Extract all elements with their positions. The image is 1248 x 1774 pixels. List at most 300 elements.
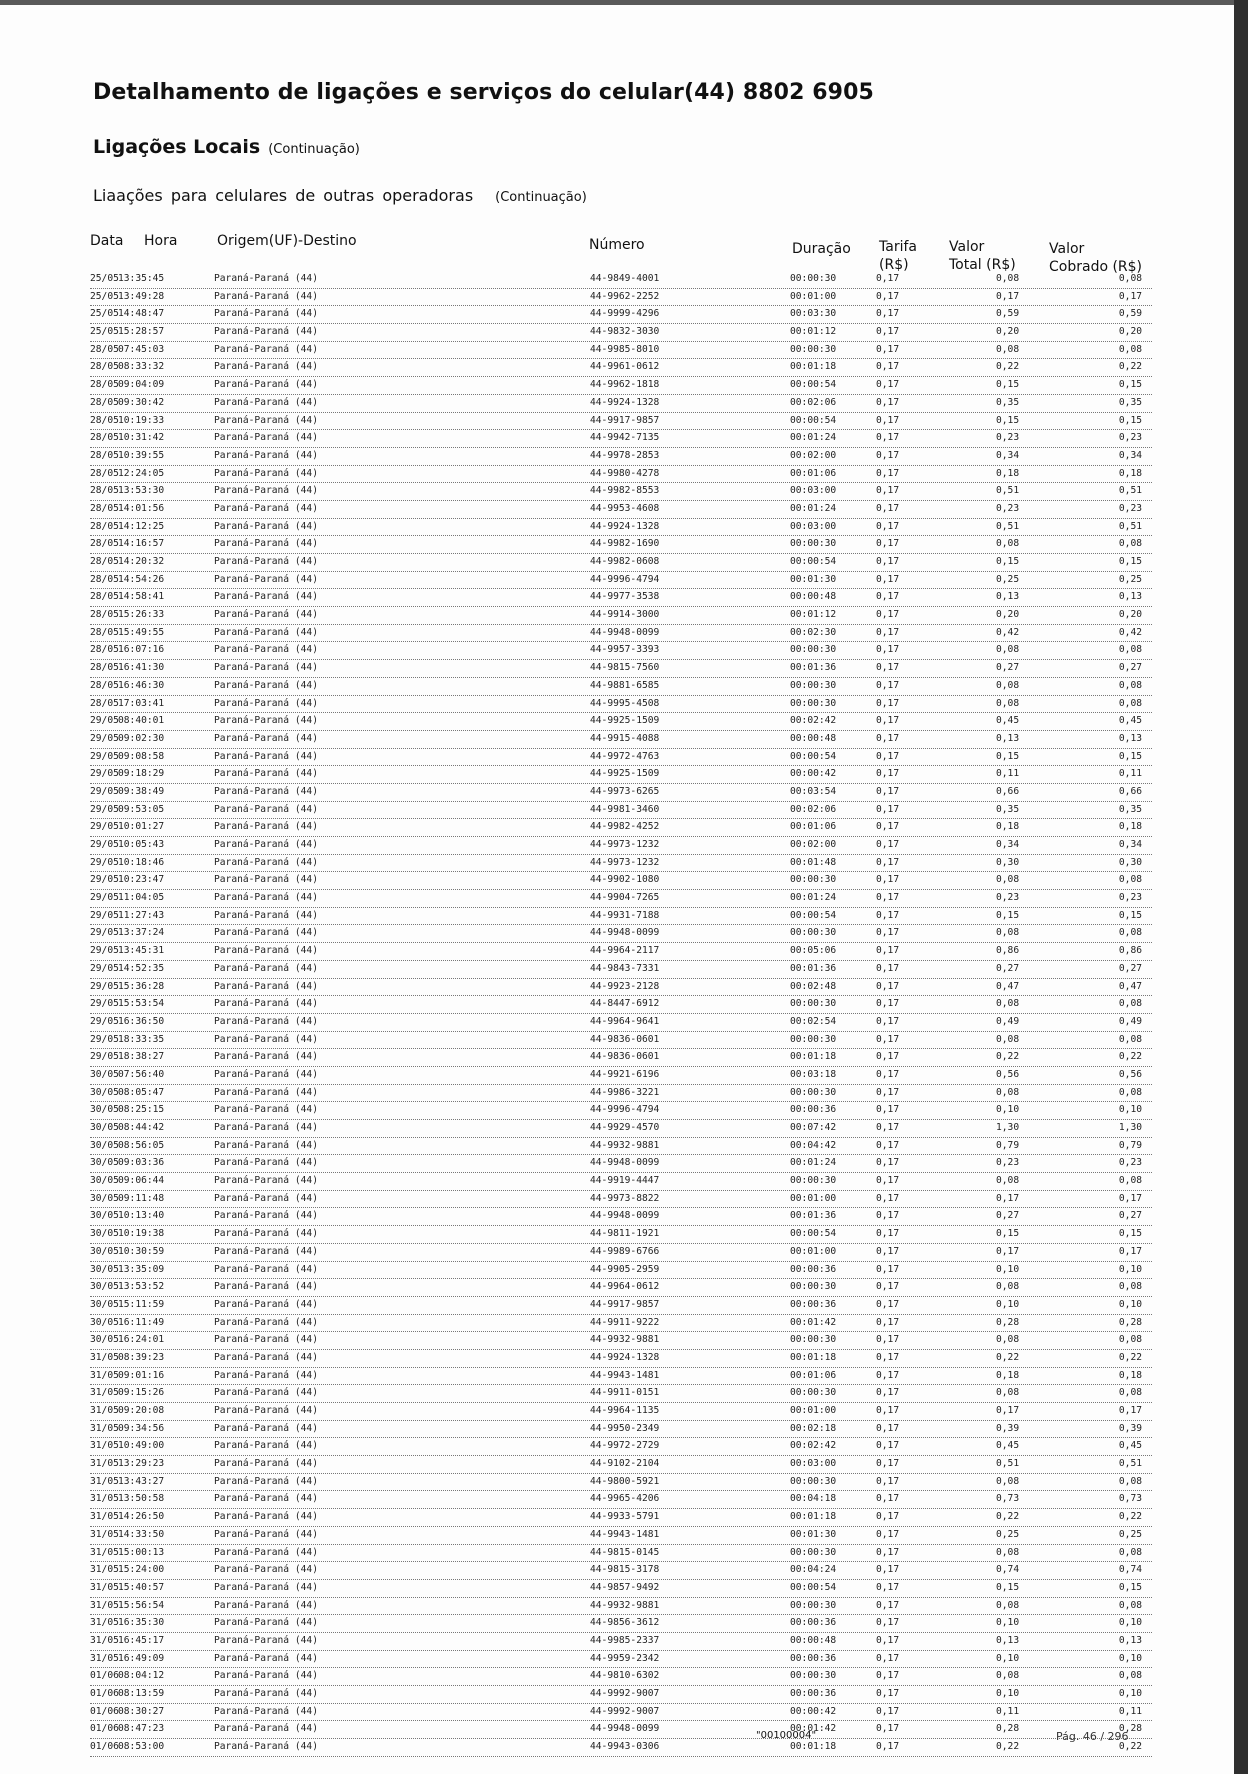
table-row [90, 1173, 1152, 1191]
cell-number: 44-9977-3538 [590, 591, 660, 603]
scan-right-edge [1234, 0, 1248, 1774]
cell-charged-value: 0,79 [1118, 1139, 1142, 1151]
cell-charged-value: 0,20 [1118, 609, 1142, 621]
cell-origin-destination: Paraná-Paraná (44) [214, 467, 318, 479]
cell-charged-value: 0,45 [1118, 1440, 1142, 1452]
cell-charged-value: 0,23 [1118, 892, 1142, 904]
cell-tariff: 0,17 [876, 1157, 900, 1169]
cell-hour: 10:19:33 [118, 414, 165, 426]
cell-number: 44-9923-2128 [590, 980, 660, 992]
cell-date: 29/05 [90, 998, 119, 1010]
cell-tariff: 0,17 [876, 361, 900, 373]
cell-duration: 00:02:00 [790, 449, 837, 461]
cell-origin-destination: Paraná-Paraná (44) [214, 396, 318, 408]
cell-number: 44-9999-4296 [590, 308, 660, 320]
cell-tariff: 0,17 [876, 573, 900, 585]
cell-number: 44-9972-2729 [590, 1440, 660, 1452]
table-row [90, 1208, 1152, 1226]
cell-tariff: 0,17 [876, 1281, 900, 1293]
cell-date: 28/05 [90, 485, 119, 497]
cell-tariff: 0,17 [876, 379, 900, 391]
cell-duration: 00:00:36 [790, 1617, 837, 1629]
cell-date: 29/05 [90, 821, 119, 833]
cell-charged-value: 0,27 [1118, 662, 1142, 674]
cell-origin-destination: Paraná-Paraná (44) [214, 962, 318, 974]
cell-origin-destination: Paraná-Paraná (44) [214, 909, 318, 921]
cell-duration: 00:00:30 [790, 1033, 837, 1045]
cell-number: 44-9980-4278 [590, 467, 660, 479]
cell-origin-destination: Paraná-Paraná (44) [214, 485, 318, 497]
cell-number: 44-9972-4763 [590, 750, 660, 762]
cell-hour: 08:13:59 [118, 1688, 165, 1699]
cell-hour: 09:04:09 [118, 379, 165, 391]
cell-duration: 00:03:00 [790, 485, 837, 497]
cell-origin-destination: Paraná-Paraná (44) [214, 1634, 318, 1646]
cell-tariff: 0,17 [876, 1210, 900, 1222]
cell-hour: 16:11:49 [118, 1316, 165, 1328]
cell-duration: 00:01:18 [790, 1351, 837, 1363]
table-row [90, 802, 1152, 820]
cell-date: 29/05 [90, 839, 119, 850]
cell-duration: 00:00:36 [790, 1263, 837, 1275]
table-row [90, 837, 1152, 855]
cell-origin-destination: Paraná-Paraná (44) [214, 1281, 318, 1293]
cell-charged-value: 0,51 [1118, 485, 1142, 497]
cell-date: 31/05 [90, 1405, 119, 1416]
cell-duration: 00:04:24 [790, 1564, 837, 1576]
table-row [90, 908, 1152, 926]
cell-total-value: 0,10 [996, 1617, 1020, 1629]
cell-hour: 15:26:33 [118, 609, 165, 621]
cell-origin-destination: Paraná-Paraná (44) [214, 1405, 318, 1416]
cell-charged-value: 0,51 [1118, 520, 1142, 532]
table-row [90, 1509, 1152, 1527]
cell-origin-destination: Paraná-Paraná (44) [214, 308, 318, 320]
cell-date: 01/06 [90, 1741, 119, 1753]
cell-charged-value: 0,08 [1118, 1281, 1142, 1293]
cell-total-value: 0,25 [996, 573, 1020, 585]
cell-hour: 09:15:26 [118, 1387, 165, 1399]
cell-tariff: 0,17 [876, 856, 900, 868]
cell-duration: 00:01:12 [790, 326, 837, 338]
cell-charged-value: 0,08 [1118, 644, 1142, 656]
cell-origin-destination: Paraná-Paraná (44) [214, 414, 318, 426]
cell-total-value: 0,08 [996, 538, 1020, 550]
cell-total-value: 0,27 [996, 662, 1020, 674]
table-row [90, 1191, 1152, 1209]
cell-total-value: 0,08 [996, 1086, 1020, 1098]
cell-number: 44-9962-2252 [590, 290, 660, 302]
cell-hour: 09:53:05 [118, 803, 165, 815]
cell-date: 30/05 [90, 1068, 119, 1080]
cell-number: 44-9832-3030 [590, 326, 660, 338]
cell-date: 30/05 [90, 1228, 119, 1240]
cell-date: 30/05 [90, 1192, 119, 1204]
cell-tariff: 0,17 [876, 1122, 900, 1133]
cell-hour: 18:33:35 [118, 1033, 165, 1045]
cell-number: 44-9964-1135 [590, 1405, 660, 1416]
cell-origin-destination: Paraná-Paraná (44) [214, 1528, 318, 1540]
table-row [90, 413, 1152, 431]
cell-hour: 07:45:03 [118, 343, 165, 355]
table-row [90, 1739, 1152, 1757]
table-row [90, 678, 1152, 696]
cell-duration: 00:00:42 [790, 768, 837, 780]
cell-hour: 14:12:25 [118, 520, 165, 532]
cell-date: 30/05 [90, 1086, 119, 1098]
cell-date: 25/05 [90, 326, 119, 338]
cell-origin-destination: Paraná-Paraná (44) [214, 1175, 318, 1187]
cell-charged-value: 0,20 [1118, 326, 1142, 338]
cell-total-value: 0,17 [996, 1405, 1020, 1416]
cell-date: 28/05 [90, 432, 119, 444]
table-row [90, 1527, 1152, 1545]
cell-duration: 00:00:30 [790, 1670, 837, 1682]
cell-tariff: 0,17 [876, 803, 900, 815]
subsection-continuation: (Continuação) [495, 190, 587, 205]
cell-tariff: 0,17 [876, 556, 900, 567]
cell-tariff: 0,17 [876, 1015, 900, 1027]
cell-number: 44-9948-0099 [590, 927, 660, 939]
cell-charged-value: 0,13 [1118, 1634, 1142, 1646]
cell-date: 30/05 [90, 1281, 119, 1293]
cell-duration: 00:01:42 [790, 1723, 837, 1735]
cell-charged-value: 0,35 [1118, 396, 1142, 408]
cell-tariff: 0,17 [876, 538, 900, 550]
cell-number: 44-9856-3612 [590, 1617, 660, 1629]
cell-origin-destination: Paraná-Paraná (44) [214, 1192, 318, 1204]
cell-tariff: 0,17 [876, 432, 900, 444]
cell-tariff: 0,17 [876, 1546, 900, 1558]
cell-origin-destination: Paraná-Paraná (44) [214, 432, 318, 444]
cell-total-value: 0,08 [996, 343, 1020, 355]
cell-charged-value: 0,08 [1118, 273, 1142, 284]
cell-tariff: 0,17 [876, 1033, 900, 1045]
table-row [90, 483, 1152, 501]
table-row [90, 855, 1152, 873]
cell-tariff: 0,17 [876, 502, 900, 514]
cell-duration: 00:03:18 [790, 1068, 837, 1080]
cell-duration: 00:00:42 [790, 1705, 837, 1717]
cell-hour: 10:05:43 [118, 839, 165, 850]
cell-hour: 09:08:58 [118, 750, 165, 762]
cell-total-value: 0,08 [996, 998, 1020, 1010]
cell-charged-value: 0,08 [1118, 927, 1142, 939]
cell-duration: 00:02:42 [790, 715, 837, 727]
column-header-origem: Origem(UF)-Destino [217, 233, 357, 249]
cell-charged-value: 0,66 [1118, 785, 1142, 797]
column-header-data: Data [90, 233, 124, 249]
cell-hour: 07:56:40 [118, 1068, 165, 1080]
table-row [90, 1438, 1152, 1456]
table-row [90, 1297, 1152, 1315]
cell-origin-destination: Paraná-Paraná (44) [214, 732, 318, 744]
cell-number: 44-9836-0601 [590, 1051, 660, 1063]
cell-hour: 15:24:00 [118, 1564, 165, 1576]
cell-number: 44-9919-4447 [590, 1175, 660, 1187]
cell-date: 29/05 [90, 1051, 119, 1063]
cell-total-value: 0,15 [996, 750, 1020, 762]
cell-tariff: 0,17 [876, 1139, 900, 1151]
cell-number: 44-9911-0151 [590, 1387, 660, 1399]
cell-charged-value: 0,08 [1118, 538, 1142, 550]
cell-total-value: 0,47 [996, 980, 1020, 992]
cell-number: 44-9982-8553 [590, 485, 660, 497]
cell-charged-value: 0,47 [1118, 980, 1142, 992]
cell-origin-destination: Paraná-Paraná (44) [214, 662, 318, 674]
cell-origin-destination: Paraná-Paraná (44) [214, 856, 318, 868]
cell-hour: 15:53:54 [118, 998, 165, 1010]
cell-origin-destination: Paraná-Paraná (44) [214, 1652, 318, 1664]
cell-total-value: 0,15 [996, 1581, 1020, 1593]
cell-total-value: 0,10 [996, 1104, 1020, 1116]
table-row [90, 784, 1152, 802]
cell-duration: 00:04:42 [790, 1139, 837, 1151]
cell-tariff: 0,17 [876, 1493, 900, 1505]
cell-charged-value: 0,86 [1118, 945, 1142, 957]
table-row [90, 607, 1152, 625]
cell-number: 44-9924-1328 [590, 520, 660, 532]
cell-tariff: 0,17 [876, 1228, 900, 1240]
cell-date: 31/05 [90, 1652, 119, 1664]
cell-total-value: 0,15 [996, 556, 1020, 567]
cell-charged-value: 0,15 [1118, 556, 1142, 567]
cell-hour: 14:01:56 [118, 502, 165, 514]
cell-charged-value: 0,59 [1118, 308, 1142, 320]
cell-number: 44-9948-0099 [590, 626, 660, 638]
cell-hour: 10:31:42 [118, 432, 165, 444]
scan-top-edge [0, 0, 1248, 5]
cell-charged-value: 0,10 [1118, 1104, 1142, 1116]
cell-number: 44-9924-1328 [590, 1351, 660, 1363]
cell-number: 44-9836-0601 [590, 1033, 660, 1045]
subsection-heading [93, 186, 587, 205]
cell-origin-destination: Paraná-Paraná (44) [214, 1617, 318, 1629]
cell-tariff: 0,17 [876, 892, 900, 904]
cell-hour: 15:28:57 [118, 326, 165, 338]
cell-charged-value: 0,08 [1118, 1475, 1142, 1487]
table-row [90, 1686, 1152, 1704]
cell-duration: 00:00:54 [790, 1228, 837, 1240]
table-row [90, 536, 1152, 554]
cell-date: 31/05 [90, 1599, 119, 1611]
cell-charged-value: 0,22 [1118, 1511, 1142, 1523]
cell-total-value: 0,11 [996, 768, 1020, 780]
cell-charged-value: 0,27 [1118, 1210, 1142, 1222]
cell-origin-destination: Paraná-Paraná (44) [214, 1298, 318, 1310]
table-row [90, 501, 1152, 519]
cell-total-value: 0,08 [996, 874, 1020, 886]
cell-total-value: 0,42 [996, 626, 1020, 638]
cell-tariff: 0,17 [876, 962, 900, 974]
cell-date: 31/05 [90, 1475, 119, 1487]
cell-duration: 00:00:30 [790, 1281, 837, 1293]
cell-total-value: 0,08 [996, 1334, 1020, 1346]
table-row [90, 1633, 1152, 1651]
table-row [90, 1562, 1152, 1580]
cell-tariff: 0,17 [876, 1245, 900, 1257]
cell-hour: 16:07:16 [118, 644, 165, 656]
cell-hour: 16:24:01 [118, 1334, 165, 1346]
cell-origin-destination: Paraná-Paraná (44) [214, 273, 318, 284]
cell-origin-destination: Paraná-Paraná (44) [214, 1351, 318, 1363]
cell-number: 44-9964-2117 [590, 945, 660, 957]
table-row [90, 1262, 1152, 1280]
table-row [90, 1102, 1152, 1120]
cell-duration: 00:07:42 [790, 1122, 837, 1133]
cell-duration: 00:00:30 [790, 679, 837, 691]
cell-duration: 00:01:30 [790, 1528, 837, 1540]
cell-number: 44-9985-2337 [590, 1634, 660, 1646]
cell-origin-destination: Paraná-Paraná (44) [214, 609, 318, 621]
cell-date: 29/05 [90, 927, 119, 939]
cell-origin-destination: Paraná-Paraná (44) [214, 520, 318, 532]
cell-hour: 13:49:28 [118, 290, 165, 302]
table-row [90, 890, 1152, 908]
cell-origin-destination: Paraná-Paraná (44) [214, 1564, 318, 1576]
cell-hour: 13:43:27 [118, 1475, 165, 1487]
table-row [90, 996, 1152, 1014]
cell-hour: 18:38:27 [118, 1051, 165, 1063]
cell-duration: 00:00:54 [790, 750, 837, 762]
cell-tariff: 0,17 [876, 273, 900, 284]
cell-hour: 11:04:05 [118, 892, 165, 904]
cell-date: 31/05 [90, 1617, 119, 1629]
cell-charged-value: 0,08 [1118, 1387, 1142, 1399]
cell-duration: 00:00:48 [790, 732, 837, 744]
cell-number: 44-9978-2853 [590, 449, 660, 461]
cell-charged-value: 0,17 [1118, 1192, 1142, 1204]
cell-date: 28/05 [90, 396, 119, 408]
cell-hour: 16:36:50 [118, 1015, 165, 1027]
cell-tariff: 0,17 [876, 1086, 900, 1098]
cell-charged-value: 0,08 [1118, 1599, 1142, 1611]
cell-number: 44-9948-0099 [590, 1157, 660, 1169]
cell-origin-destination: Paraná-Paraná (44) [214, 874, 318, 886]
cell-charged-value: 0,08 [1118, 998, 1142, 1010]
cell-date: 29/05 [90, 856, 119, 868]
cell-number: 44-9996-4794 [590, 573, 660, 585]
cell-tariff: 0,17 [876, 821, 900, 833]
cell-date: 01/06 [90, 1688, 119, 1699]
cell-total-value: 0,18 [996, 821, 1020, 833]
cell-charged-value: 0,13 [1118, 591, 1142, 603]
cell-total-value: 0,08 [996, 273, 1020, 284]
cell-total-value: 0,35 [996, 396, 1020, 408]
cell-date: 25/05 [90, 290, 119, 302]
cell-charged-value: 0,11 [1118, 768, 1142, 780]
cell-duration: 00:00:30 [790, 998, 837, 1010]
column-header-tarifa [879, 238, 917, 274]
cell-total-value: 0,08 [996, 644, 1020, 656]
cell-origin-destination: Paraná-Paraná (44) [214, 821, 318, 833]
cell-origin-destination: Paraná-Paraná (44) [214, 1369, 318, 1381]
table-row [90, 696, 1152, 714]
table-row [90, 1704, 1152, 1722]
table-row [90, 554, 1152, 572]
cell-number: 44-9917-9857 [590, 414, 660, 426]
section-heading [93, 136, 360, 158]
cell-origin-destination: Paraná-Paraná (44) [214, 1493, 318, 1505]
cell-duration: 00:00:30 [790, 1387, 837, 1399]
cell-origin-destination: Paraná-Paraná (44) [214, 1546, 318, 1558]
cell-date: 28/05 [90, 644, 119, 656]
cell-duration: 00:01:18 [790, 361, 837, 373]
cell-hour: 13:53:30 [118, 485, 165, 497]
cell-tariff: 0,17 [876, 927, 900, 939]
cell-tariff: 0,17 [876, 609, 900, 621]
cell-total-value: 0,10 [996, 1298, 1020, 1310]
cell-charged-value: 0,18 [1118, 1369, 1142, 1381]
cell-charged-value: 0,23 [1118, 1157, 1142, 1169]
cell-number: 44-9982-1690 [590, 538, 660, 550]
cell-total-value: 0,08 [996, 1546, 1020, 1558]
cell-origin-destination: Paraná-Paraná (44) [214, 1581, 318, 1593]
cell-number: 44-9992-9007 [590, 1705, 660, 1717]
cell-charged-value: 0,08 [1118, 1546, 1142, 1558]
cell-total-value: 0,15 [996, 414, 1020, 426]
table-row [90, 519, 1152, 537]
table-row [90, 1421, 1152, 1439]
cell-number: 44-9810-6302 [590, 1670, 660, 1682]
cell-total-value: 0,18 [996, 1369, 1020, 1381]
cell-duration: 00:00:30 [790, 874, 837, 886]
cell-date: 28/05 [90, 609, 119, 621]
cell-tariff: 0,17 [876, 1705, 900, 1717]
cell-tariff: 0,17 [876, 1670, 900, 1682]
cell-date: 31/05 [90, 1581, 119, 1593]
cell-date: 29/05 [90, 980, 119, 992]
cell-number: 44-8447-6912 [590, 998, 660, 1010]
table-row [90, 660, 1152, 678]
cell-charged-value: 0,22 [1118, 1741, 1142, 1753]
cell-origin-destination: Paraná-Paraná (44) [214, 556, 318, 567]
cell-total-value: 0,23 [996, 892, 1020, 904]
cell-tariff: 0,17 [876, 715, 900, 727]
cell-number: 44-9843-7331 [590, 962, 660, 974]
cell-tariff: 0,17 [876, 1263, 900, 1275]
cell-hour: 15:56:54 [118, 1599, 165, 1611]
cell-tariff: 0,17 [876, 768, 900, 780]
cell-date: 29/05 [90, 1033, 119, 1045]
cell-tariff: 0,17 [876, 1458, 900, 1470]
cell-tariff: 0,17 [876, 732, 900, 744]
cell-total-value: 0,51 [996, 1458, 1020, 1470]
cell-number: 44-9925-1509 [590, 715, 660, 727]
cell-date: 28/05 [90, 573, 119, 585]
table-row [90, 1120, 1152, 1138]
table-row [90, 342, 1152, 360]
cell-date: 31/05 [90, 1546, 119, 1558]
cell-duration: 00:01:24 [790, 502, 837, 514]
cell-origin-destination: Paraná-Paraná (44) [214, 892, 318, 904]
cell-duration: 00:02:06 [790, 396, 837, 408]
cell-date: 30/05 [90, 1334, 119, 1346]
cell-number: 44-9929-4570 [590, 1122, 660, 1133]
cell-total-value: 0,08 [996, 1475, 1020, 1487]
cell-hour: 15:00:13 [118, 1546, 165, 1558]
cell-total-value: 0,79 [996, 1139, 1020, 1151]
cell-number: 44-9982-4252 [590, 821, 660, 833]
cell-number: 44-9943-1481 [590, 1528, 660, 1540]
cell-total-value: 0,13 [996, 1634, 1020, 1646]
cell-duration: 00:00:54 [790, 414, 837, 426]
cell-charged-value: 0,10 [1118, 1688, 1142, 1699]
cell-total-value: 0,34 [996, 839, 1020, 850]
table-row [90, 1385, 1152, 1403]
cell-number: 44-9904-7265 [590, 892, 660, 904]
table-row [90, 979, 1152, 997]
